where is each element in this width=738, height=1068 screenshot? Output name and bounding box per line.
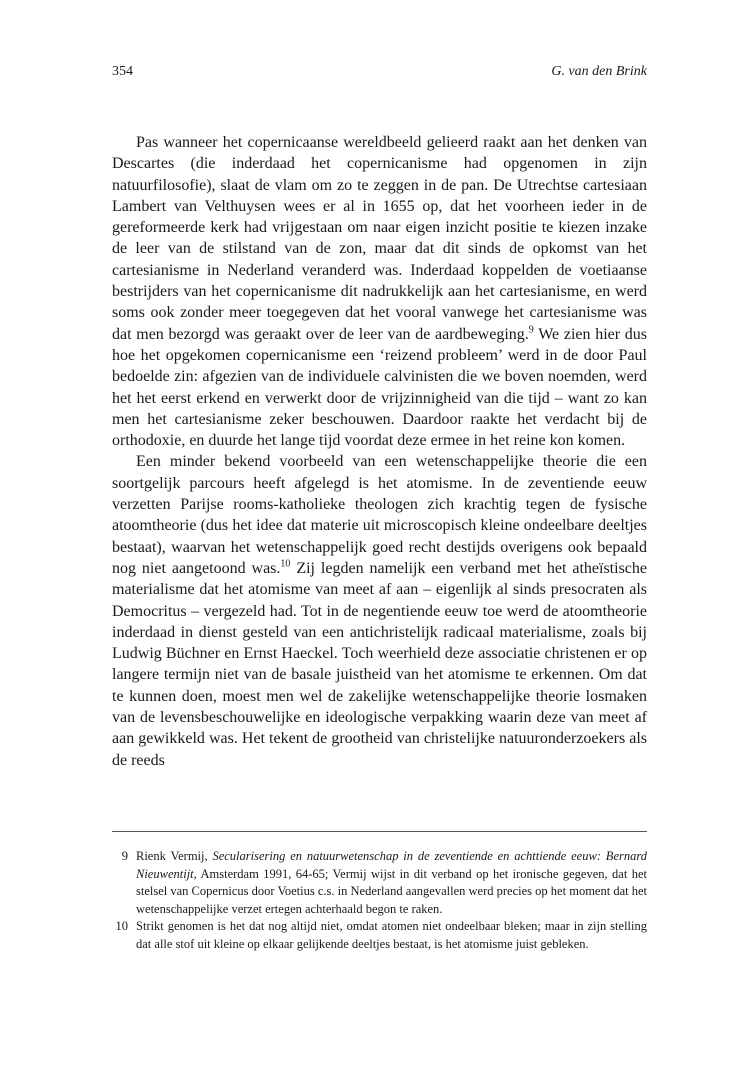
footnote-number: 10 bbox=[115, 919, 128, 934]
paragraph-text: Een minder bekend voorbeeld van een wetenschappelijke theorie die een soortgelijk parcours heeft afgelegd is het atomisme. In de zeventiende eeuw verzetten Parijse rooms-katholieke theologen zich krachtig tegen de fysische atoomtheorie (dus het idee dat materie uit microscopisch kleine ondeelbare deeltjes bestaat), waarvan het wetenschappelijk goed recht destijds overigens ook bepaald nog niet aangetoond was. bbox=[112, 453, 647, 577]
footnote-reference[interactable]: 10 bbox=[280, 558, 291, 570]
footnote-text bbox=[136, 848, 647, 918]
page-number: 354 bbox=[112, 64, 133, 79]
footnote bbox=[112, 848, 647, 918]
footnote-text-post: , Amsterdam 1991, 64-65; Vermij wijst in dit verband op het ironische gegeven, dat het stelsel van Copernicus door Voetius c.s. in Nederland aangevallen werd precies op het moment dat het wetenschappelijke verzet ertegen achterhaald begon te raken. bbox=[136, 866, 647, 916]
running-title: G. van den Brink bbox=[551, 64, 647, 79]
footnote-reference[interactable]: 9 bbox=[528, 324, 534, 336]
footnote-text bbox=[136, 918, 647, 953]
footnote-title: Secularisering en natuurwetenschap in de zeventiende en achttiende eeuw: Bernard Nieuwentijt bbox=[136, 849, 648, 881]
paragraph bbox=[112, 451, 647, 770]
paragraph-text: Zij legden namelijk een verband met het atheïstische materialisme dat het atomisme van meet af aan – eigenlijk al sinds presocraten als Democritus – vergezeld had. Tot in de negentiende eeuw toe werd de atoomtheorie inderdaad in dienst gesteld van een antichristelijk radicaal materialisme, zoals bij Ludwig Büchner en Ernst Haeckel. Toch weerhield deze associatie christenen er op langere termijn niet van de basale juistheid van het atomisme te erkennen. Om dat te kunnen doen, moest men wel de zakelijke wetenschappelijke theorie losmaken van de levensbeschouwelijke en ideologische verpakking waarin deze van meet af aan gewikkeld was. Het tekent de grootheid van christelijke natuuronderzoekers als de reeds bbox=[112, 559, 648, 769]
footnote bbox=[112, 918, 647, 953]
footnote-text-pre: Strikt genomen is het dat nog altijd niet, omdat atomen niet ondeelbaar bleken; maar in zijn stelling dat alle stof uit kleine op elkaar gelijkende deeltjes bestaat, is het atomisme juist gebleken. bbox=[136, 919, 647, 951]
paragraph bbox=[112, 132, 647, 451]
footnote-divider bbox=[112, 831, 647, 832]
footnote-text-pre: Rienk Vermij, bbox=[136, 849, 213, 863]
running-head bbox=[112, 64, 647, 84]
footnotes bbox=[112, 848, 647, 954]
paragraph-text: Pas wanneer het copernicaanse wereldbeeld gelieerd raakt aan het denken van Descartes (die inderdaad het copernicanisme had opgenomen in zijn natuurfilosofie), slaat de vlam om zo te zeggen in de pan. De Utrechtse cartesiaan Lambert van Velthuysen wees er al in 1655 op, dat het voorheen ieder in de gereformeerde kerk had vrijgestaan om naar eigen inzicht positie te kiezen inzake de leer van de stilstand van de zon, maar dat dit sinds de opkomst van het cartesianisme in Nederland veranderd was. Inderdaad koppelden de voetiaanse bestrijders van het copernicanisme dit nadrukkelijk aan het cartesianisme, en werd soms ook zonder meer toegegeven dat het vooral vanwege het cartesianisme was dat men bezorgd was geraakt over de leer van de aardbeweging. bbox=[112, 134, 647, 343]
paragraph-text: We zien hier dus hoe het opgekomen copernicanisme een ‘reizend probleem’ werd in de door Paul bedoelde zin: afgezien van de individuele calvinisten die we boven noemden, werd het het eerst erkend en verwerkt door de vrijzinnigheid van die tijd – want zo kan men het cartesianisme zeker beschouwen. Daardoor raakte het verdacht bij de orthodoxie, en duurde het lange tijd voordat deze ermee in het reine kon komen. bbox=[112, 325, 647, 450]
body-text bbox=[112, 132, 647, 771]
footnote-number: 9 bbox=[121, 849, 128, 863]
book-page bbox=[112, 0, 647, 1068]
